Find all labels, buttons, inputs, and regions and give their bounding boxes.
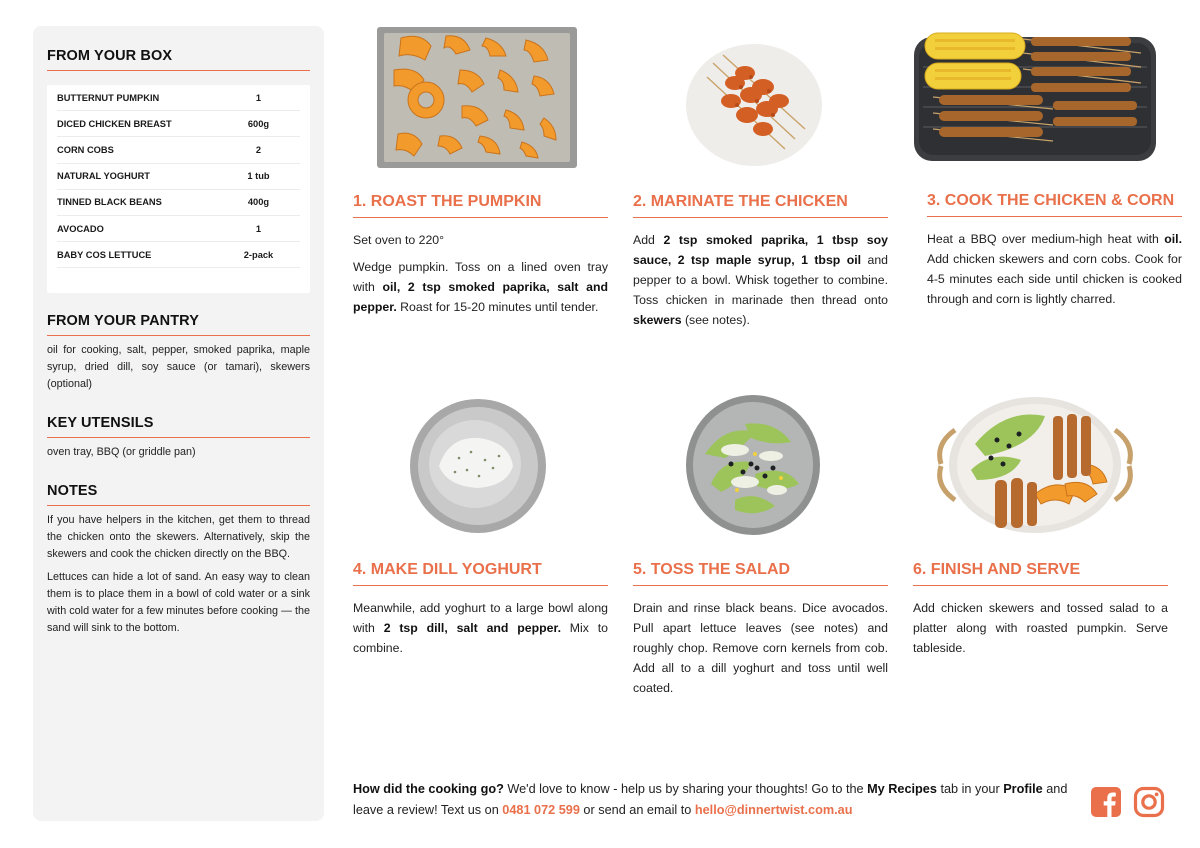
ingredient-name: DICED CHICKEN BREAST xyxy=(57,118,172,129)
ingredient-qty: 600g xyxy=(247,118,270,129)
ingredient-qty: 1 xyxy=(255,92,262,103)
table-row xyxy=(57,111,300,137)
email-link[interactable]: hello@dinnertwist.com.au xyxy=(694,803,853,817)
my-recipes-link[interactable]: My Recipes xyxy=(867,782,937,796)
ingredient-name: NATURAL YOGHURT xyxy=(57,171,150,182)
table-row xyxy=(57,164,300,190)
pantry-section xyxy=(47,313,310,393)
step-5-body xyxy=(633,598,888,698)
footer-text: We'd love to know - help us by sharing your thoughts! Go to the xyxy=(503,782,868,796)
utensils-heading: KEY UTENSILS xyxy=(47,415,310,438)
table-row xyxy=(57,242,300,268)
marinated-chicken-image xyxy=(685,43,823,167)
feedback-footer xyxy=(353,779,1073,821)
from-your-box-heading: FROM YOUR BOX xyxy=(47,48,310,71)
ingredient-qty: 1 xyxy=(255,223,262,234)
tossed-salad-image xyxy=(685,394,821,536)
phone-link[interactable]: 0481 072 599 xyxy=(502,803,580,817)
step-5-text: Drain and rinse black beans. Dice avocados. Pull apart lettuce leaves (see notes) and roughly chop. Remove corn kernels from cob. Add all to a dill yoghurt and toss until well coated. xyxy=(633,601,888,695)
ingredients-table xyxy=(47,85,310,293)
notes-heading: NOTES xyxy=(47,483,310,506)
instagram-icon[interactable] xyxy=(1133,786,1165,818)
ingredient-name: CORN COBS xyxy=(57,144,114,155)
step-6-title: 6. FINISH AND SERVE xyxy=(913,561,1168,586)
step-1-text: Wedge pumpkin. Toss on a lined oven tray with oil, 2 tsp smoked paprika, salt and pepper. Roast for 15-20 minutes until tender. xyxy=(353,260,608,314)
step-1-body xyxy=(353,230,608,317)
table-row xyxy=(57,137,300,163)
pantry-heading: FROM YOUR PANTRY xyxy=(47,313,310,336)
step-6-body xyxy=(913,598,1168,658)
utensils-section xyxy=(47,415,310,461)
roasted-pumpkin-image xyxy=(376,26,578,169)
table-row xyxy=(57,216,300,242)
notes-paragraph: If you have helpers in the kitchen, get them to thread the chicken onto the skewers. Alternatively, skip the skewers and cook the chicken directly on the BBQ. xyxy=(47,514,310,560)
ingredient-qty: 400g xyxy=(247,197,270,208)
step-2-text: Add 2 tsp smoked paprika, 1 tbsp soy sauce, 2 tsp maple syrup, 1 tbsp oil and pepper to a bowl. Whisk together to combine. Toss chicken in marinade then thread onto skewers (see notes). xyxy=(633,233,888,327)
step-2-body xyxy=(633,230,888,330)
step-4-title: 4. MAKE DILL YOGHURT xyxy=(353,561,608,586)
utensils-text: oven tray, BBQ (or griddle pan) xyxy=(47,446,196,458)
ingredient-qty: 1 tub xyxy=(247,171,270,182)
facebook-icon[interactable] xyxy=(1090,786,1122,818)
footer-text: and leave a review! Text us on xyxy=(353,782,1068,817)
step-3-body xyxy=(927,229,1182,309)
dill-yoghurt-image xyxy=(409,398,547,534)
step-4-body xyxy=(353,598,608,658)
ingredient-name: BUTTERNUT PUMPKIN xyxy=(57,92,160,103)
ingredients-sidebar xyxy=(33,26,324,821)
ingredient-name: BABY COS LETTUCE xyxy=(57,249,152,260)
step-6-text: Add chicken skewers and tossed salad to a platter along with roasted pumpkin. Serve tableside. xyxy=(913,601,1168,655)
step-2-title: 2. MARINATE THE CHICKEN xyxy=(633,193,888,218)
step-1-text: Set oven to 220° xyxy=(353,233,445,247)
footer-text: tab in your xyxy=(936,782,1004,796)
step-3-title: 3. COOK THE CHICKEN & CORN xyxy=(927,192,1182,217)
notes-paragraph: Lettuces can hide a lot of sand. An easy way to clean them is to place them in a bowl of cold water or a sink with cold water for a few minutes before cooking — the sand will sink to the bottom. xyxy=(47,571,310,634)
step-1-title: 1. ROAST THE PUMPKIN xyxy=(353,193,608,218)
footer-question: How did the cooking go? xyxy=(353,782,504,796)
ingredient-qty: 2-pack xyxy=(243,249,274,260)
footer-text: or send an email to xyxy=(579,803,695,817)
profile-link[interactable]: Profile xyxy=(1003,782,1043,796)
table-row xyxy=(57,85,300,111)
ingredient-name: TINNED BLACK BEANS xyxy=(57,197,162,208)
step-3-text: Heat a BBQ over medium-high heat with oil. Add chicken skewers and corn cobs. Cook for 4-5 minutes each side until chicken is cooked through and corn is lightly charred. xyxy=(927,232,1182,306)
table-row xyxy=(57,190,300,216)
step-4-text: Meanwhile, add yoghurt to a large bowl along with 2 tsp dill, salt and pepper. Mix to combine. xyxy=(353,601,608,655)
bbq-chicken-corn-image xyxy=(913,27,1157,168)
step-5-title: 5. TOSS THE SALAD xyxy=(633,561,888,586)
ingredient-name: AVOCADO xyxy=(57,223,104,234)
ingredient-qty: 2 xyxy=(255,144,262,155)
serving-platter-image xyxy=(935,394,1135,536)
pantry-text: oil for cooking, salt, pepper, smoked paprika, maple syrup, dried dill, soy sauce (or tamari), skewers (optional) xyxy=(47,344,310,390)
notes-section xyxy=(47,483,310,637)
